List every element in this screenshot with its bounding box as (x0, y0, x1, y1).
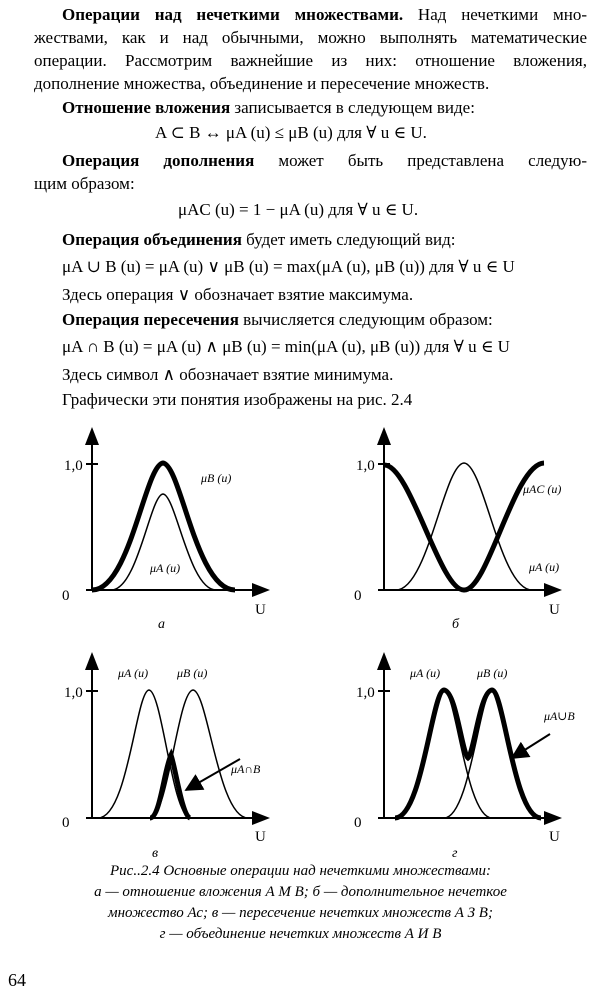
paragraph-4 (62, 229, 456, 251)
panel-b-label-mu-ac: μAC (u) (523, 482, 562, 496)
paragraph-3-line-1 (62, 150, 587, 172)
paragraph-2 (62, 97, 475, 119)
formula-intersection: μA ∩ B (u) = μA (u) ∧ μB (u) = min(μA (u), μB (u)) для ∀ u ∈ U (62, 337, 510, 356)
term-union: Операция объединения (62, 230, 242, 249)
paragraph-6 (62, 309, 493, 331)
figure-caption-line-4: г — объединение нечетких множеств А И В (159, 926, 442, 942)
panel-b-label-mu-a: μA (u) (529, 560, 560, 574)
paragraph-1-line-4: дополнение множества, объединение и пересечение множеств. (34, 74, 490, 93)
panel-c-label-intersection: μA∩B (231, 762, 261, 776)
paragraph-8: Графически эти понятия изображены на рис. 2.4 (62, 390, 413, 409)
formula-complement: μAC (u) = 1 − μA (u) для ∀ u ∈ U. (178, 200, 419, 219)
panel-a-label-mu-a: μA (u) (150, 561, 181, 575)
panel-c-axis: U (255, 829, 266, 845)
paragraph-1-line-2: жествами, как и над обычными, можно выполнять математические (34, 28, 587, 47)
panel-d-label-union: μA∪B (544, 709, 575, 723)
panel-d-letter: г (452, 846, 458, 861)
term-inclusion: Отношение вложения (62, 98, 231, 117)
panel-d-y-one: 1,0 (356, 685, 375, 701)
term-complement: Операция дополнения (62, 151, 255, 170)
panel-d-axis: U (549, 829, 560, 845)
panel-c-label-mu-b: μB (u) (177, 666, 208, 680)
curve-mu-a-complement (384, 463, 544, 590)
curve-mu-b-c (150, 690, 248, 818)
panel-c (62, 652, 270, 861)
figure-2-4 (0, 415, 601, 861)
paragraph-1-line-1-rest: Над нечеткими мно- (403, 5, 587, 24)
paragraph-3-line-1-rest: может быть представлена следую- (254, 151, 588, 170)
paragraph-2-rest: записывается в следующем виде: (230, 98, 475, 117)
figure-caption-line-1: Рис..2.4 Основные операции над нечеткими множествами: (110, 863, 491, 879)
curve-mu-a (111, 494, 216, 590)
panel-a-axis: U (255, 602, 266, 618)
paragraph-7: Здесь символ ∧ обозначает взятие минимума. (62, 365, 394, 384)
panel-b-y-one: 1,0 (356, 458, 375, 474)
figure-caption-line-3: множество Ас; в — пересечение нечетких множеств А З В; (108, 905, 493, 921)
panel-d-label-mu-b: μB (u) (477, 666, 508, 680)
panel-a-label-mu-b: μB (u) (201, 471, 232, 485)
panel-d-label-mu-a: μA (u) (410, 666, 441, 680)
panel-a-letter: а (158, 617, 165, 632)
panel-c-letter: в (152, 846, 159, 861)
curve-intersection (150, 755, 190, 818)
formula-union: μA ∪ B (u) = μA (u) ∨ μB (u) = max(μA (u), μB (u)) для ∀ u ∈ U (62, 257, 515, 276)
figure-caption-line-2: а — отношение вложения А М В; б — дополнительное нечеткое (94, 884, 507, 900)
paragraph-1-line-1 (62, 4, 587, 26)
panel-c-y-one: 1,0 (64, 685, 83, 701)
term-intersection: Операция пересечения (62, 310, 239, 329)
panel-b (354, 427, 562, 632)
paragraph-6-rest: вычисляется следующим образом: (238, 310, 493, 329)
term-fuzzy-operations: Операции над нечеткими множествами. (62, 5, 404, 24)
panel-d (354, 652, 575, 861)
panel-b-letter: б (452, 617, 460, 632)
formula-inclusion: A ⊂ B ↔ μA (u) ≤ μB (u) для ∀ u ∈ U. (155, 123, 427, 142)
panel-c-label-mu-a: μA (u) (118, 666, 149, 680)
page-number: 64 (8, 970, 26, 990)
panel-c-origin: 0 (62, 815, 70, 831)
panel-a-y-one: 1,0 (64, 458, 83, 474)
panel-a (62, 427, 270, 632)
curve-mu-a-b (396, 463, 532, 590)
panel-b-axis: U (549, 602, 560, 618)
arrow-union (512, 734, 550, 758)
paragraph-5: Здесь операция ∨ обозначает взятие максимума. (62, 285, 414, 304)
panel-d-origin: 0 (354, 815, 362, 831)
paragraph-4-rest: будет иметь следующий вид: (241, 230, 456, 249)
paragraph-1-line-3: операции. Рассмотрим важнейшие из них: отношение вложения, (34, 51, 587, 70)
curve-mu-a-c (98, 690, 190, 818)
panel-b-origin: 0 (354, 588, 362, 604)
paragraph-3-line-2: щим образом: (34, 174, 135, 193)
panel-a-origin: 0 (62, 588, 70, 604)
